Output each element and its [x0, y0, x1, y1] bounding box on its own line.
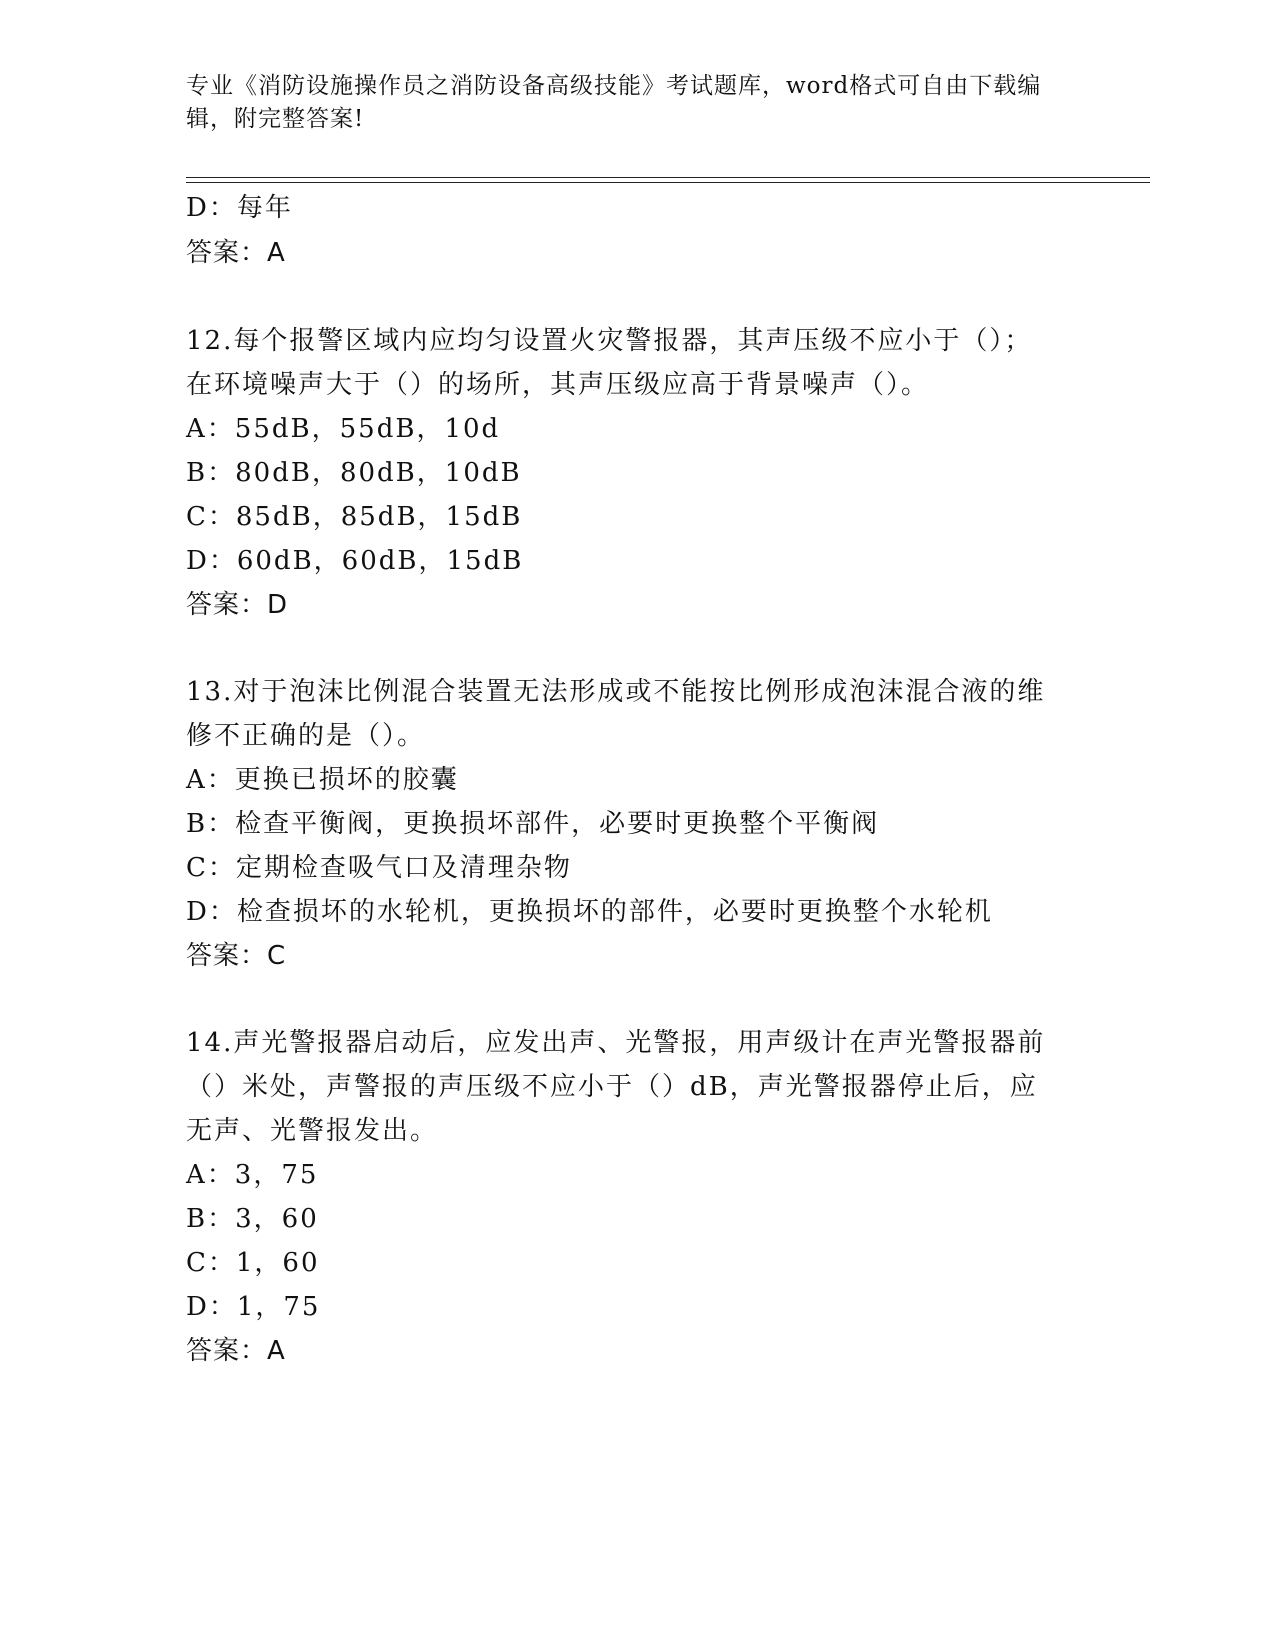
q14-option-d: D：1，75 [186, 1292, 321, 1322]
q14-option-c: C：1，60 [186, 1248, 320, 1278]
q14-answer: 答案：A [186, 1336, 286, 1366]
q13-option-b: B：检查平衡阀，更换损坏部件，必要时更换整个平衡阀 [186, 809, 880, 839]
q12-stem-line-1: 12.每个报警区域内应均匀设置火灾警报器，其声压级不应小于（）； [186, 326, 1033, 356]
q14-stem-line-3: 无声、光警报发出。 [186, 1116, 439, 1146]
q12-option-a: A：55dB，55dB，10d [186, 414, 501, 444]
prev-answer: 答案：A [186, 238, 286, 268]
header-line-1: 专业《消防设施操作员之消防设备高级技能》考试题库，word格式可自由下载编 [186, 73, 1042, 99]
q13-option-a: A：更换已损坏的胶囊 [186, 765, 459, 795]
q13-answer: 答案：C [186, 941, 287, 971]
header-line-2: 辑，附完整答案! [186, 106, 365, 132]
header-divider-bottom [186, 182, 1150, 183]
q14-stem-line-2: （）米处，声警报的声压级不应小于（）dB，声光警报器停止后，应 [186, 1072, 1038, 1102]
header-divider-top [186, 177, 1150, 178]
document-header [186, 70, 1066, 136]
q13-option-d: D：检查损坏的水轮机，更换损坏的部件，必要时更换整个水轮机 [186, 897, 993, 927]
q13-stem-line-1: 13.对于泡沫比例混合装置无法形成或不能按比例形成泡沫混合液的维 [186, 677, 1046, 707]
q12-option-b: B：80dB，80dB，10dB [186, 458, 522, 488]
q14-option-b: B：3，60 [186, 1204, 319, 1234]
q12-stem-line-2: 在环境噪声大于（）的场所，其声压级应高于背景噪声（）。 [186, 370, 930, 400]
q12-option-d: D：60dB，60dB，15dB [186, 546, 524, 576]
q14-stem-line-1: 14.声光警报器启动后，应发出声、光警报，用声级计在声光警报器前 [186, 1028, 1046, 1058]
q12-answer: 答案：D [186, 590, 289, 620]
q14-option-a: A：3，75 [186, 1160, 319, 1190]
q13-stem-line-2: 修不正确的是（）。 [186, 721, 426, 751]
q13-option-c: C：定期检查吸气口及清理杂物 [186, 853, 572, 883]
prev-option-d: D：每年 [186, 193, 293, 223]
q12-option-c: C：85dB，85dB，15dB [186, 502, 523, 532]
